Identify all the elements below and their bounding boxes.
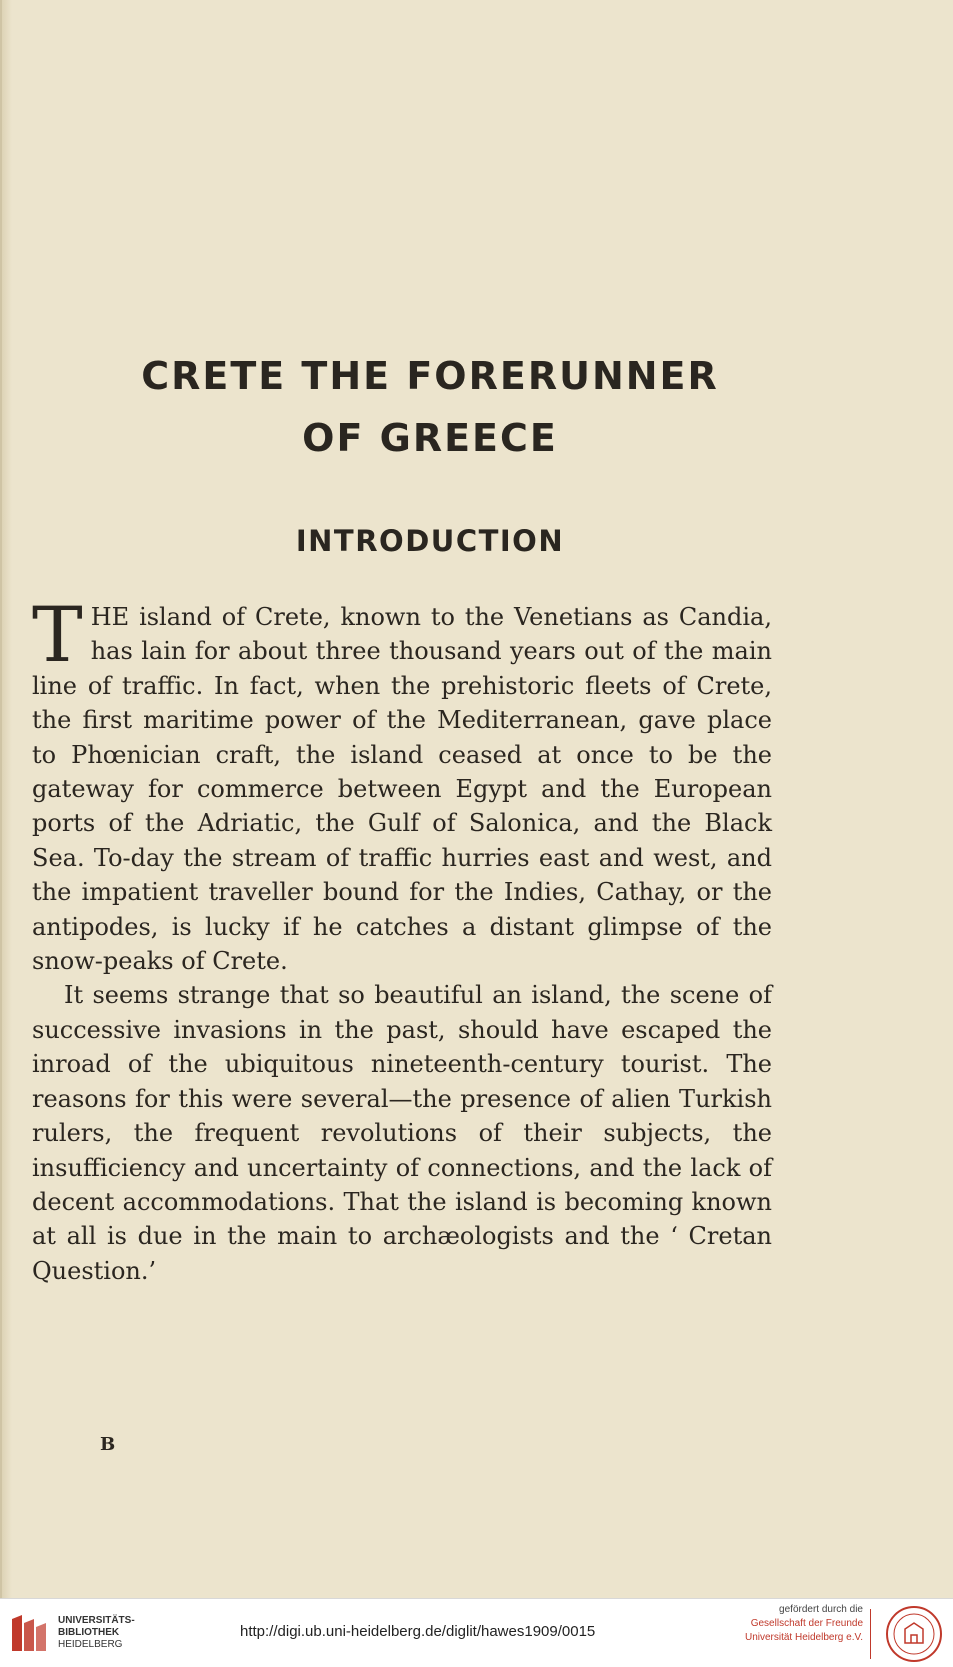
drop-cap: T [32,590,83,679]
university-library-logo-icon [8,1611,52,1655]
book-title-line-1: CRETE THE FORERUNNER [141,354,719,398]
body-text [32,590,772,1288]
sponsor-name-line-2: Universität Heidelberg e.V. [744,1632,863,1643]
sponsor-divider [870,1609,871,1659]
sponsor-name-line-1: Gesellschaft der Freunde [750,1618,863,1629]
source-url-link[interactable]: http://digi.ub.uni-heidelberg.de/diglit/hawes1909/0015 [240,1623,596,1640]
signature-mark: B [100,1434,116,1455]
university-seal-icon [885,1605,943,1663]
book-title-line-2: OF GREECE [302,416,558,460]
sponsor-credit [745,1603,863,1645]
paragraph-1-text: HE island of Crete, known to the Venetians as Candia, has lain for about three thousand years out of the main line of traffic. In fact, when the prehistoric fleets of Crete, the first maritime power of the Mediterranean, gave place to Phœnician craft, the island ceased at once to be the gateway for commerce between Egypt and the European ports of the Adriatic, the Gulf of Salonica, and the Black Sea. To-day the stream of traffic hurries east and west, and the impatient traveller bound for the Indies, Cathay, or the antipodes, is lucky if he catches a distant glimpse of the snow-peaks of Crete. [32,603,772,976]
page-spine-edge [0,0,12,1598]
chapter-heading: INTRODUCTION [295,524,565,558]
paragraph-1 [32,590,772,978]
library-name-line-2: BIBLIOTHEK [58,1627,120,1638]
library-name [58,1615,135,1651]
paragraph-2: It seems strange that so beautiful an island, the scene of successive invasions in the past, should have escaped the inroad of the ubiquitous nineteenth-century tourist. The reasons for this were several—the presence of alien Turkish rulers, the frequent revolutions of their subjects, the insufficiency and uncertainty of connections, and the lack of decent accommodations. That the island is becoming known at all is due in the main to archæologists and the ‘ Cretan Question.’ [32,981,772,1285]
library-name-line-3: HEIDELBERG [58,1639,123,1650]
footer-bar [0,1598,953,1667]
sponsor-intro: gefördert durch die [779,1604,863,1615]
library-name-line-1: UNIVERSITÄTS- [58,1615,135,1626]
